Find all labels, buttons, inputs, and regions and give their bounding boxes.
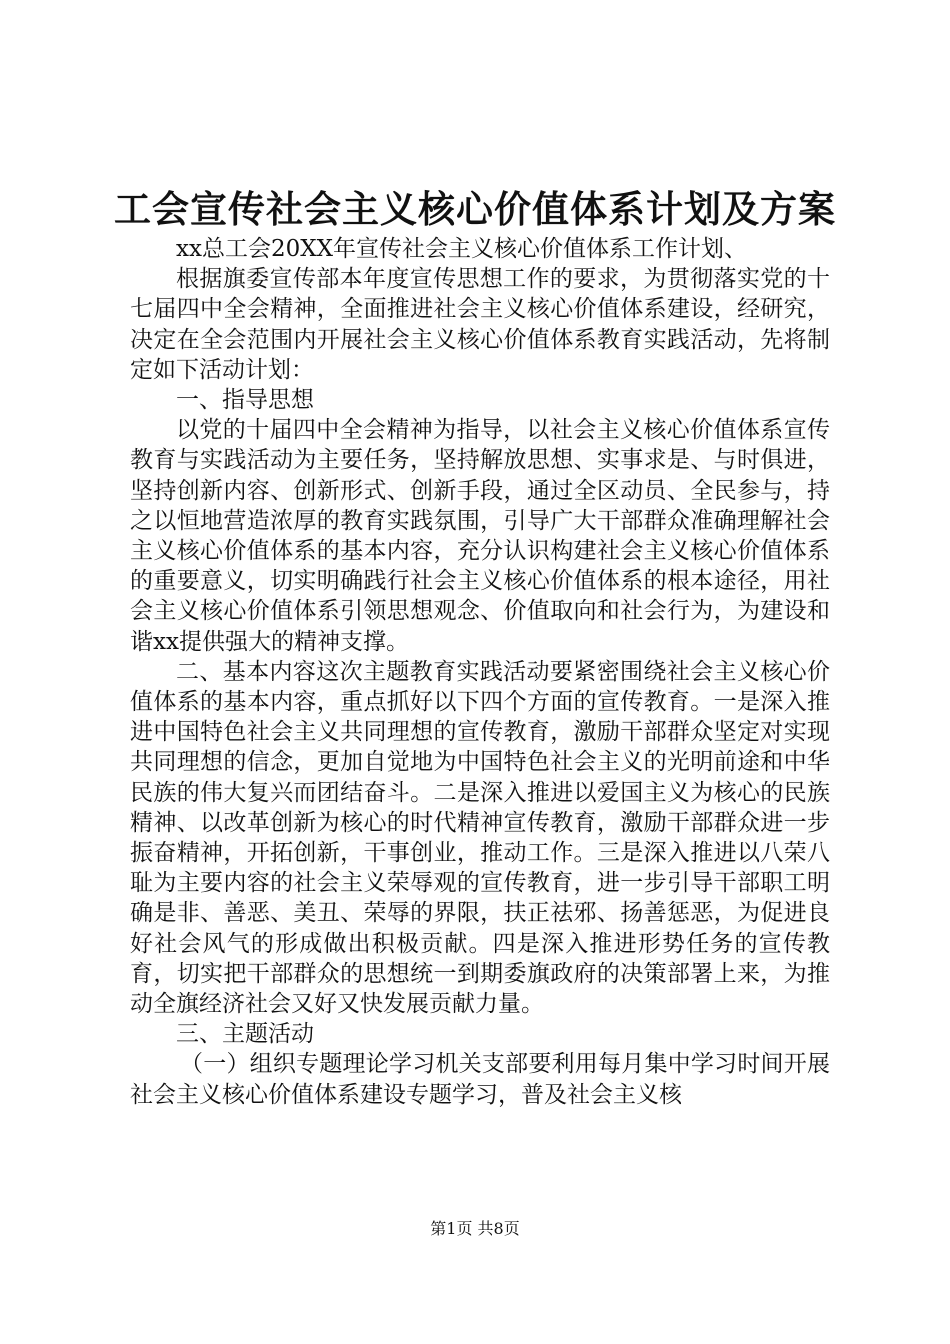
section-heading-guiding-ideology: 一、指导思想 (176, 387, 314, 414)
paragraph-guiding-ideology: 以党的十届四中全会精神为指导，以社会主义核心价值体系宣传教育与实践活动为主要任务，坚持解放思想、实事求是、与时俱进，坚持创新内容、创新形式、创新手段，通过全区动员、全民参与，持之以恒地营造浓厚的教育实践氛围，引导广大干部群众准确理解社会主义核心价值体系的基本内容，充分认识构建社会主义核心价值体系的重要意义，切实明确践行社会主义核心价值体系的根本途径，用社会主义核心价值体系引领思想观念、价值取向和社会行为，为建设和谐xx提供强大的精神支撑。 (130, 417, 830, 655)
page-number-footer: 第1页 共8页 (430, 1219, 520, 1238)
document-title: 工会宣传社会主义核心价值体系计划及方案 (114, 187, 836, 231)
document-body (130, 234, 830, 1110)
section-heading-theme-activities: 三、主题活动 (176, 1021, 314, 1048)
paragraph-intro: 根据旗委宣传部本年度宣传思想工作的要求，为贯彻落实党的十七届四中全会精神，全面推进社会主义核心价值体系建设，经研究，决定在全会范围内开展社会主义核心价值体系教育实践活动，先将制定如下活动计划： (130, 266, 830, 383)
paragraph-basic-content: 二、基本内容这次主题教育实践活动要紧密围绕社会主义核心价值体系的基本内容，重点抓好以下四个方面的宣传教育。一是深入推进中国特色社会主义共同理想的宣传教育，激励干部群众坚定对实现共同理想的信念，更加自觉地为中国特色社会主义的光明前途和中华民族的伟大复兴而团结奋斗。二是深入推进以爱国主义为核心的民族精神、以改革创新为核心的时代精神宣传教育，激励干部群众进一步振奋精神，开拓创新，干事创业，推动工作。三是深入推进以八荣八耻为主要内容的社会主义荣辱观的宣传教育，进一步引导干部职工明确是非、善恶、美丑、荣辱的界限，扶正祛邪、扬善惩恶，为促进良好社会风气的形成做出积极贡献。四是深入推进形势任务的宣传教育，切实把干部群众的思想统一到期委旗政府的决策部署上来，为推动全旗经济社会又好又快发展贡献力量。 (130, 658, 830, 1018)
paragraph-theory-study: （一）组织专题理论学习机关支部要利用每月集中学习时间开展社会主义核心价值体系建设专题学习，普及社会主义核 (130, 1051, 830, 1108)
paragraph-subtitle: xx总工会20XX年宣传社会主义核心价值体系工作计划、 (176, 236, 747, 262)
